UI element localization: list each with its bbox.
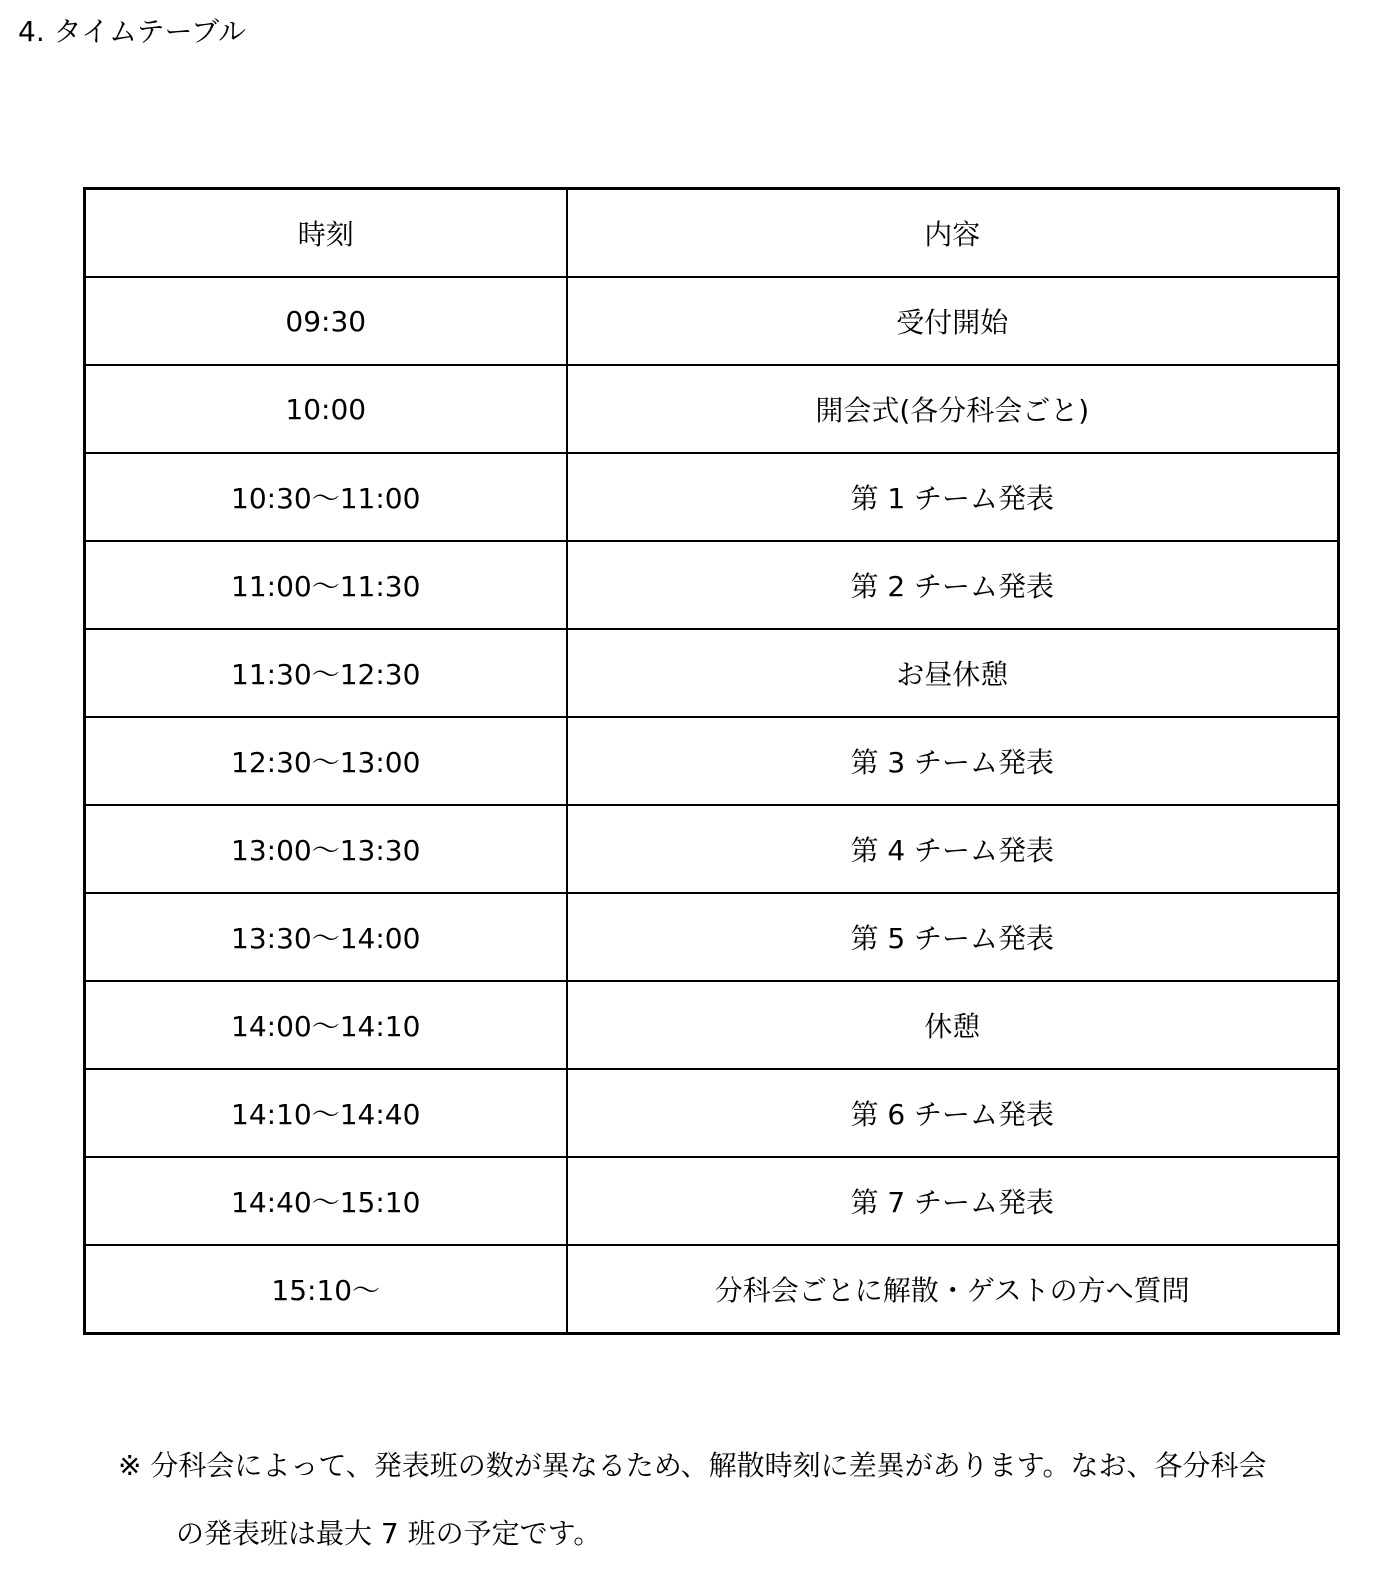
footnote-line-1: ※ 分科会によって、発表班の数が異なるため、解散時刻に差異があります。なお、各分科会: [118, 1449, 1267, 1482]
table-row: [85, 1069, 1339, 1157]
cell-time: 09:30: [85, 277, 567, 365]
table-row: [85, 981, 1339, 1069]
table-row: [85, 893, 1339, 981]
table-row: [85, 629, 1339, 717]
table-row: [85, 541, 1339, 629]
cell-time: 13:00〜13:30: [85, 805, 567, 893]
cell-content: 第 5 チーム発表: [567, 893, 1339, 981]
table-row: [85, 805, 1339, 893]
footnote: [118, 1432, 1358, 1568]
cell-time: 13:30〜14:00: [85, 893, 567, 981]
cell-content: 受付開始: [567, 277, 1339, 365]
cell-time: 10:30〜11:00: [85, 453, 567, 541]
header-time: 時刻: [85, 189, 567, 278]
cell-content: お昼休憩: [567, 629, 1339, 717]
cell-time: 14:00〜14:10: [85, 981, 567, 1069]
section-heading: 4. タイムテーブル: [18, 15, 246, 48]
table-row: [85, 1245, 1339, 1334]
cell-time: 10:00: [85, 365, 567, 453]
footnote-line-2: の発表班は最大 7 班の予定です。: [176, 1517, 602, 1550]
timetable: [83, 187, 1340, 1335]
cell-time: 11:30〜12:30: [85, 629, 567, 717]
header-content: 内容: [567, 189, 1339, 278]
cell-content: 休憩: [567, 981, 1339, 1069]
cell-content: 分科会ごとに解散・ゲストの方へ質問: [567, 1245, 1339, 1334]
table-row: [85, 1157, 1339, 1245]
cell-time: 14:40〜15:10: [85, 1157, 567, 1245]
cell-content: 第 3 チーム発表: [567, 717, 1339, 805]
cell-time: 14:10〜14:40: [85, 1069, 567, 1157]
table-row: [85, 277, 1339, 365]
cell-content: 第 2 チーム発表: [567, 541, 1339, 629]
table-row: [85, 717, 1339, 805]
cell-content: 第 4 チーム発表: [567, 805, 1339, 893]
cell-time: 11:00〜11:30: [85, 541, 567, 629]
table-row: [85, 453, 1339, 541]
table-header-row: [85, 189, 1339, 278]
cell-time: 12:30〜13:00: [85, 717, 567, 805]
table-row: [85, 365, 1339, 453]
cell-content: 開会式(各分科会ごと): [567, 365, 1339, 453]
cell-time: 15:10〜: [85, 1245, 567, 1334]
cell-content: 第 6 チーム発表: [567, 1069, 1339, 1157]
cell-content: 第 7 チーム発表: [567, 1157, 1339, 1245]
cell-content: 第 1 チーム発表: [567, 453, 1339, 541]
